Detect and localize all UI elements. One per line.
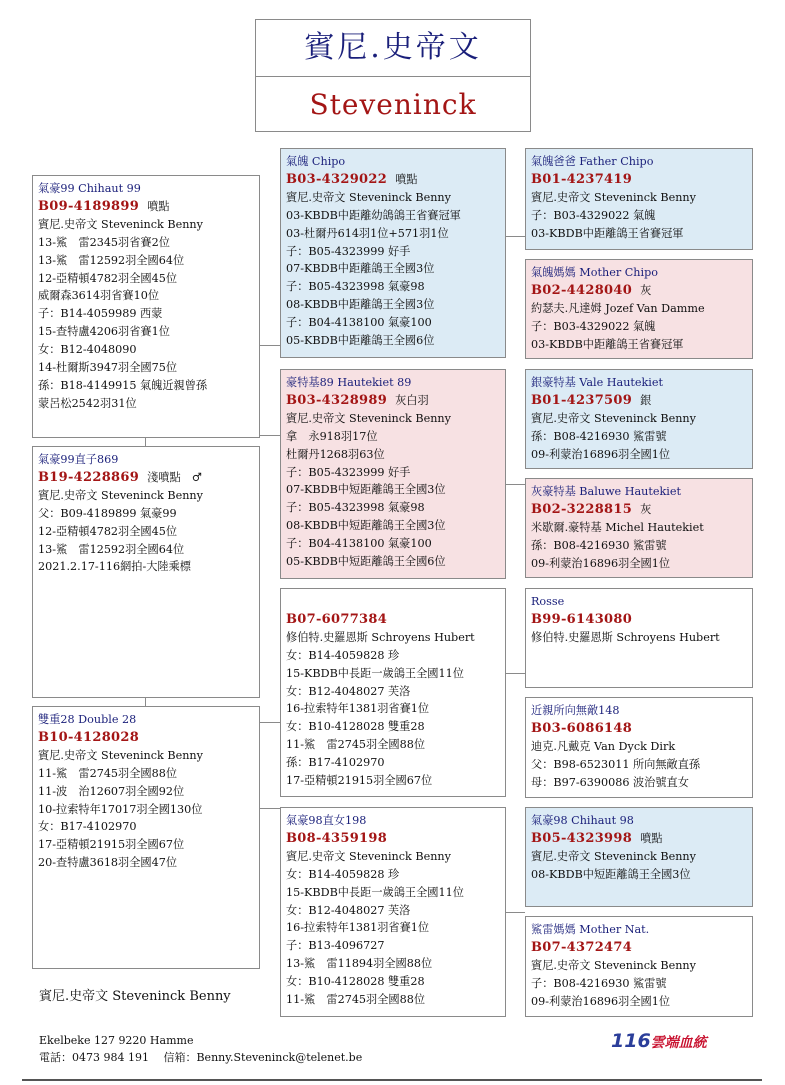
info-line: 修伯特.史羅恩斯 Schroyens Hubert [286,630,475,644]
connector-line [259,435,281,436]
info-line: 08-KBDB中距離鴿王全國3位 [286,298,435,312]
ddd-ring: B07-4372474 [531,939,633,955]
dsd-name: 近親所向無敵148 [531,704,620,717]
connector-line [259,808,281,809]
pedigree-box-subject [32,446,260,698]
info-line: 女：B14-4059828 珍 [286,648,400,662]
info-line: 11-鯊 雷2745羽全國88位 [38,766,178,780]
logo-number: 116 [611,1030,651,1052]
info-line: 女：B12-4048090 [38,343,137,357]
dd-ring: B08-4359198 [286,830,388,846]
info-line: 09-利蒙治16896羽全國1位 [531,994,671,1008]
info-line: 07-KBDB中短距離鴿王全國3位 [286,483,446,497]
info-line: 17-亞精頓21915羽全國67位 [38,838,185,852]
subject-ring: B19-4228869 [38,469,140,485]
connector-line [505,673,525,674]
ssd-color: 灰 [640,283,652,297]
dss-name: Rosse [531,595,565,608]
info-line: 14-杜爾斯3947羽全國75位 [38,361,178,375]
info-line: 子：B14-4059989 西蒙 [38,307,163,321]
info-line: 子：B08-4216930 鯊雷號 [531,976,667,990]
info-line: 11-鯊 雷2745羽全國88位 [286,738,426,752]
dsd-ring: B03-6086148 [531,720,633,736]
pedigree-box-dss [525,588,753,688]
pedigree-box-ds [280,588,506,797]
ss-color: 噴點 [395,172,418,186]
dds-color: 噴點 [640,831,663,845]
info-line: 10-拉索特年17017羽全國130位 [38,802,203,816]
info-line: 09-利蒙治16896羽全國1位 [531,556,671,570]
info-line: 12-亞精頓4782羽全國45位 [38,271,178,285]
info-line: 賓尼.史帝文 Steveninck Benny [286,190,451,204]
info-line: 賓尼.史帝文 Steveninck Benny [286,411,451,425]
dd-name: 氣豪98直女198 [286,814,367,827]
info-line: 父：B98-6523011 所向無敵直孫 [531,757,701,771]
connector-line [505,236,525,237]
sds-color: 銀 [640,393,652,407]
contact-block [39,1032,362,1066]
info-line: 子：B05-4323999 好手 [286,244,411,258]
pedigree-box-dsd [525,697,753,798]
pedigree-box-dds [525,807,753,907]
info-line: 16-拉索特年1381羽省賽1位 [286,702,430,716]
info-line: 15-KBDB中長距一歲鴿王全國11位 [286,885,464,899]
info-line: 母：B97-6390086 波治號直女 [531,775,689,789]
ssd-ring: B02-4428040 [531,282,633,298]
breeder-name: 賓尼.史帝文 Steveninck Benny [39,989,231,1004]
sss-ring: B01-4237419 [531,171,633,187]
info-line: 08-KBDB中短距離鴿王全國3位 [286,519,446,533]
info-line: 09-利蒙治16896羽全國1位 [531,447,671,461]
info-line: 2021.2.17-116網拍-大陸乘標 [38,560,191,574]
title-box [255,19,531,132]
info-line: 15-查特盧4206羽省賽1位 [38,325,170,339]
info-line: 孫：B08-4216930 鯊雷號 [531,429,667,443]
info-line: 11-波 治12607羽全國92位 [38,784,185,798]
pedigree-box-ss [280,148,506,358]
title-chinese: 賓尼.史帝文 [256,20,530,77]
info-line: 賓尼.史帝文 Steveninck Benny [531,849,696,863]
dds-name: 氣豪98 Chihaut 98 [531,814,634,827]
sire-name: 氣豪99 Chihaut 99 [38,182,141,195]
info-line: 03-KBDB中距離鴿王省賽冠軍 [531,226,684,240]
info-line: 子：B04-4138100 氣豪100 [286,316,432,330]
ds-name [286,593,500,611]
info-line: 13-鯊 雷11894羽全國88位 [286,957,433,971]
info-line: 賓尼.史帝文 Steveninck Benny [38,748,203,762]
subject-color: 淺噴點 ♂ [147,470,202,484]
ss-ring: B03-4329022 [286,171,388,187]
info-line: 米歇爾.豪特基 Michel Hautekiet [531,520,704,534]
info-line: 賓尼.史帝文 Steveninck Benny [531,190,696,204]
info-line: 08-KBDB中短距離鴿王全國3位 [531,867,691,881]
info-line: 賓尼.史帝文 Steveninck Benny [531,958,696,972]
info-line: 蒙呂松2542羽31位 [38,396,137,410]
info-line: 女：B17-4102970 [38,820,137,834]
info-line: 12-亞精頓4782羽全國45位 [38,524,178,538]
info-line: 20-查特盧3618羽全國47位 [38,856,178,870]
sds-name: 銀豪特基 Vale Hautekiet [531,376,664,389]
info-line: 子：B05-4323998 氣豪98 [286,280,425,294]
sd-color: 灰白羽 [395,393,429,407]
dds-ring: B05-4323998 [531,830,633,846]
info-line: 05-KBDB中短距離鴿王全國6位 [286,555,446,569]
pedigree-box-sdd [525,478,753,578]
pedigree-box-sd [280,369,506,579]
sire-ring: B09-4189899 [38,198,140,214]
connector-line [505,912,525,913]
info-line: 迪克.凡戴克 Van Dyck Dirk [531,739,676,753]
sd-ring: B03-4328989 [286,392,388,408]
info-line: 約瑟夫.凡達姆 Jozef Van Damme [531,301,705,315]
info-line: 15-KBDB中長距一歲鴿王全國11位 [286,666,464,680]
info-line: 威爾森3614羽省賽10位 [38,289,160,303]
info-line: 女：B10-4128028 雙重28 [286,975,425,989]
info-line: 16-拉索特年1381羽省賽1位 [286,921,430,935]
info-line: 賓尼.史帝文 Steveninck Benny [38,488,203,502]
info-line: 賓尼.史帝文 Steveninck Benny [531,411,696,425]
address: Ekelbeke 127 9220 Hamme [39,1034,194,1047]
connector-line [259,722,281,723]
info-line: 子：B03-4329022 氣魄 [531,208,656,222]
info-line: 13-鯊 雷12592羽全國64位 [38,253,185,267]
info-line: 父：B09-4189899 氣豪99 [38,506,177,520]
info-line: 子：B03-4329022 氣魄 [531,319,656,333]
info-line: 賓尼.史帝文 Steveninck Benny [38,217,203,231]
info-line: 03-KBDB中距離鴿王省賽冠軍 [531,337,684,351]
sdd-ring: B02-3228815 [531,501,633,517]
dss-ring: B99-6143080 [531,611,633,627]
info-line: 杜爾丹1268羽63位 [286,447,385,461]
pedigree-box-dam [32,706,260,969]
logo-text: 雲端血統 [650,1035,707,1051]
info-line: 子：B05-4323999 好手 [286,465,411,479]
pedigree-box-ssd [525,259,753,359]
dam-ring: B10-4128028 [38,729,140,745]
pedigree-box-sss [525,148,753,250]
title-english: Steveninck [309,88,477,121]
connector-line [259,345,281,346]
pedigree-box-dd [280,807,506,1017]
connector-line [505,484,525,485]
ddd-name: 鯊雷媽媽 Mother Nat. [531,923,650,936]
sire-color: 噴點 [147,199,170,213]
pedigree-box-sds [525,369,753,469]
subject-name: 氣豪99直子869 [38,453,119,466]
info-line: 11-鯊 雷2745羽全國88位 [286,993,426,1007]
info-line: 女：B12-4048027 芙洛 [286,903,411,917]
dam-name: 雙重28 Double 28 [38,713,137,726]
sd-name: 豪特基89 Hautekiet 89 [286,376,412,389]
info-line: 女：B12-4048027 芙洛 [286,684,411,698]
sdd-color: 灰 [640,502,652,516]
info-line: 孫：B08-4216930 鯊雷號 [531,538,667,552]
info-line: 賓尼.史帝文 Steveninck Benny [286,849,451,863]
info-line: 孫：B17-4102970 [286,756,385,770]
info-line: 07-KBDB中距離鴿王全國3位 [286,262,435,276]
info-line: 孫：B18-4149915 氣魄近親曾孫 [38,378,208,392]
pedigree-box-ddd [525,916,753,1017]
info-line: 子：B05-4323998 氣豪98 [286,501,425,515]
info-line: 子：B04-4138100 氣豪100 [286,537,432,551]
bottom-divider [22,1079,762,1081]
sss-name: 氣魄爸爸 Father Chipo [531,155,654,168]
info-line: 17-亞精頓21915羽全國67位 [286,774,433,788]
info-line: 拿 永918羽17位 [286,429,378,443]
info-line: 03-KBDB中距離幼鴿鴿王省賽冠軍 [286,208,461,222]
info-line: 子：B13-4096727 [286,939,385,953]
logo [611,1030,707,1052]
ds-ring: B07-6077384 [286,611,388,627]
info-line: 女：B14-4059828 珍 [286,867,400,881]
contact-info: 電話：0473 984 191 信箱：Benny.Steveninck@telenet.be [39,1051,363,1064]
info-line: 13-鯊 雷12592羽全國64位 [38,542,185,556]
sdd-name: 灰豪特基 Baluwe Hautekiet [531,485,681,498]
info-line: 05-KBDB中距離鴿王全國6位 [286,334,435,348]
info-line: 女：B10-4128028 雙重28 [286,720,425,734]
sds-ring: B01-4237509 [531,392,633,408]
ssd-name: 氣魄媽媽 Mother Chipo [531,266,658,279]
info-line: 03-杜爾丹614羽1位+571羽1位 [286,226,449,240]
pedigree-box-sire [32,175,260,438]
ss-name: 氣魄 Chipo [286,155,346,168]
info-line: 修伯特.史羅恩斯 Schroyens Hubert [531,630,720,644]
info-line: 13-鯊 雷2345羽省賽2位 [38,235,170,249]
